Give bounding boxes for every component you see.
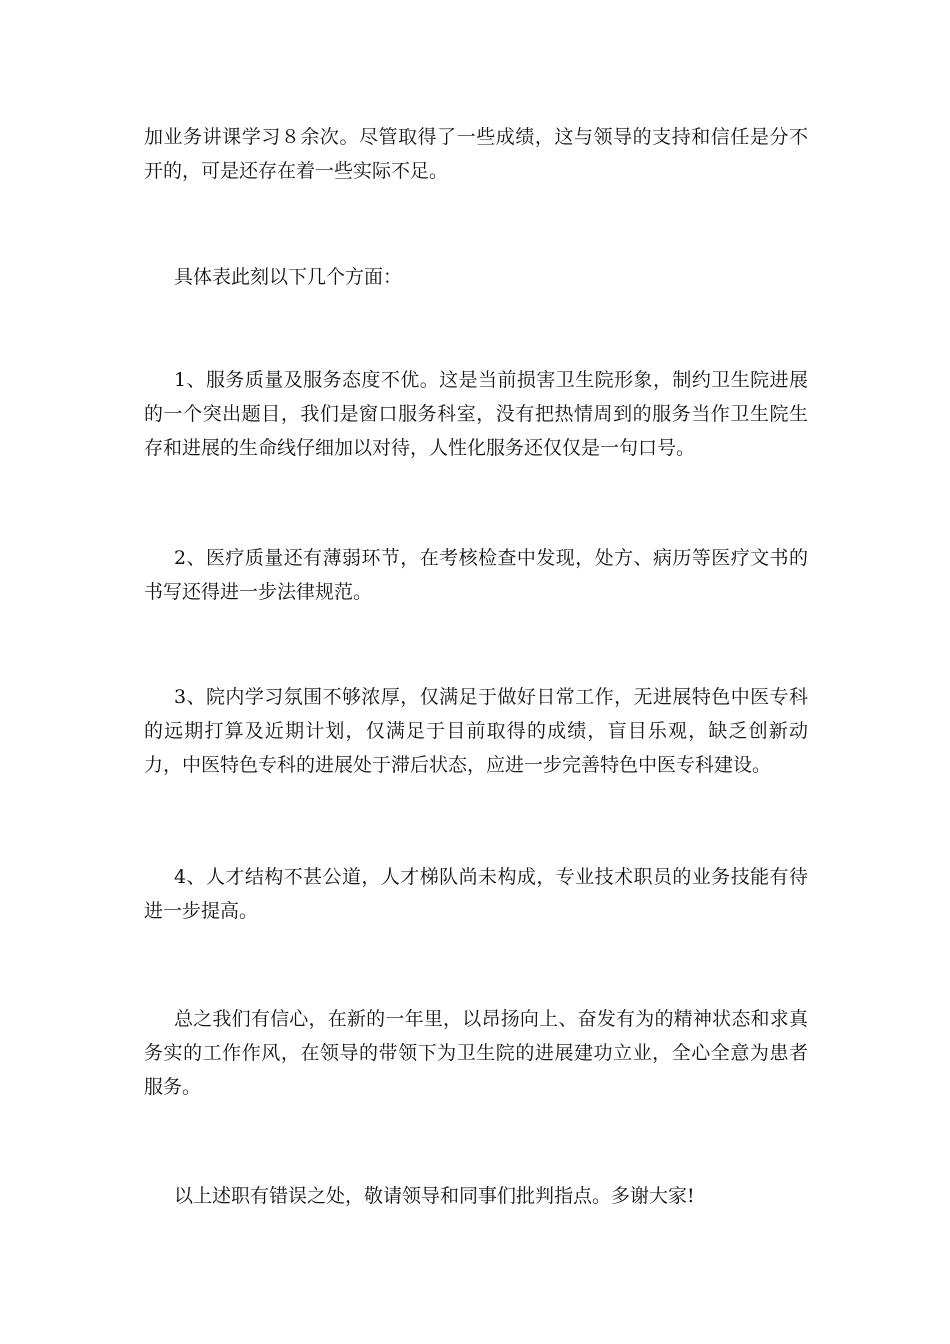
paragraph-item-4: 4、人才结构不甚公道，人才梯队尚未构成，专业技术职员的业务技能有待进一步提高。 [144, 866, 808, 922]
paragraph-item-2: 2、医疗质量还有薄弱环节，在考核检查中发现，处方、病历等医疗文书的书写还得进一步法律规范。 [144, 547, 808, 603]
paragraph-continuation: 加业务讲课学习８余次。尽管取得了一些成绩，这与领导的支持和信任是分不开的，可是还存在着一些实际不足。 [144, 126, 808, 182]
paragraph-summary: 总之我们有信心，在新的一年里，以昂扬向上、奋发有为的精神状态和求真务实的工作作风，在领导的带领下为卫生院的进展建功立业，全心全意为患者服务。 [144, 1008, 808, 1098]
paragraph-item-3: 3、院内学习氛围不够浓厚，仅满足于做好日常工作，无进展特色中医专科的远期打算及近期计划，仅满足于目前取得的成绩，盲目乐观，缺乏创新动力，中医特色专科的进展处于滞后状态，应进一步完善特色中医专科建设。 [144, 686, 808, 776]
paragraph-intro: 具体表此刻以下几个方面： [174, 266, 403, 288]
paragraph-closing: 以上述职有错误之处，敬请领导和同事们批判指点。多谢大家! [174, 1185, 695, 1207]
paragraph-item-1: 1、服务质量及服务态度不优。这是当前损害卫生院形象，制约卫生院进展的一个突出题目，我们是窗口服务科室，没有把热情周到的服务当作卫生院生存和进展的生命线仔细加以对待，人性化服务还仅仅是一句口号。 [144, 369, 808, 459]
